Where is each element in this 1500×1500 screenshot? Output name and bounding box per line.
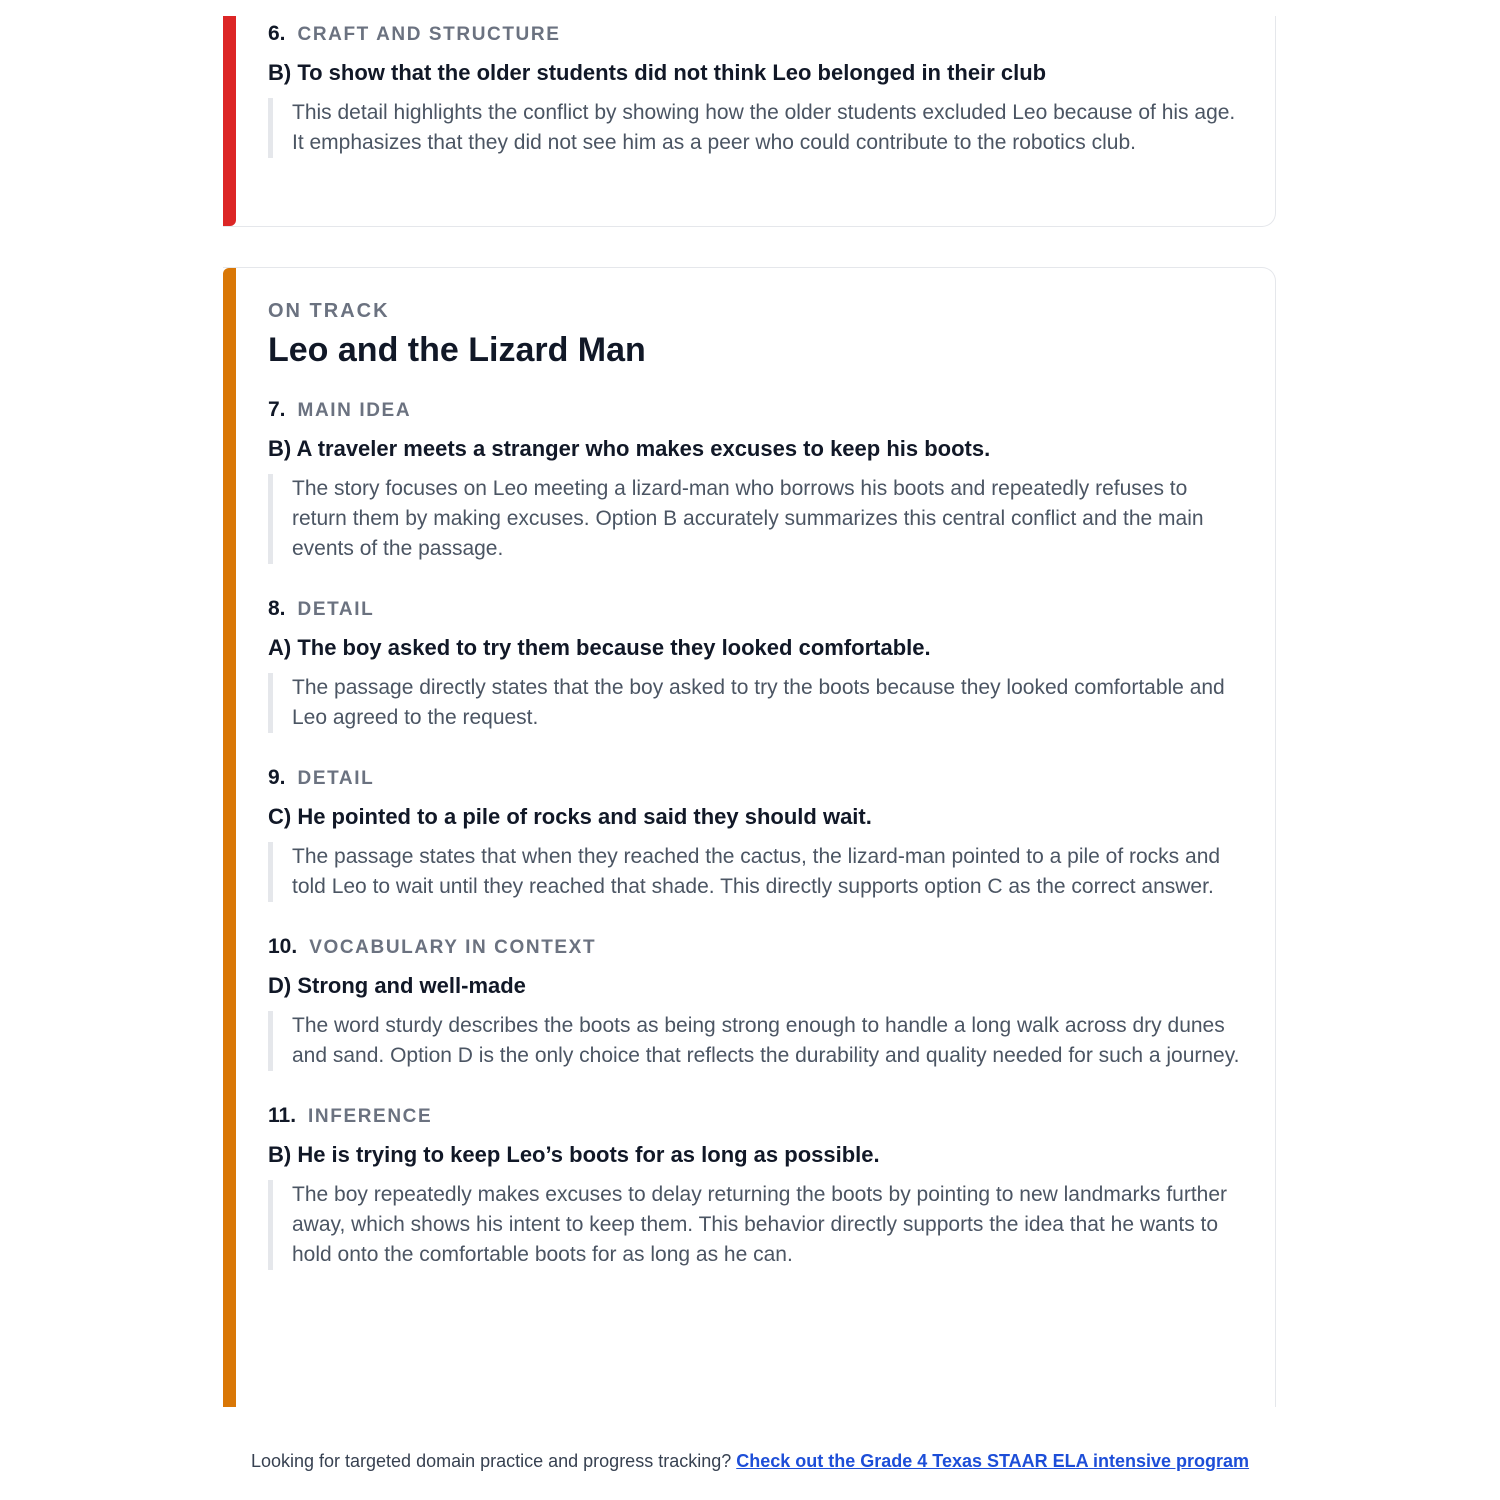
question-10: [268, 935, 1243, 1071]
question-answer: B) To show that the older students did not think Leo belonged in their club: [268, 60, 1047, 85]
question-explanation: The passage directly states that the boy asked to try the boots because they looked comfortable and Leo agreed to the request.: [268, 673, 1243, 733]
footer-promo: [0, 1451, 1500, 1472]
footer-text: Looking for targeted domain practice and progress tracking?: [250, 1451, 732, 1471]
question-number: 11.: [268, 1104, 297, 1127]
question-8: [268, 597, 1243, 733]
question-category: MAIN IDEA: [297, 400, 412, 421]
question-number: 7.: [268, 398, 286, 421]
question-category: CRAFT AND STRUCTURE: [297, 24, 561, 45]
question-number: 8.: [268, 597, 286, 620]
question-number: 10.: [268, 935, 298, 958]
question-6: [268, 22, 1243, 158]
passage-section-card: [223, 267, 1276, 1407]
question-category: INFERENCE: [308, 1106, 433, 1127]
question-explanation: The story focuses on Leo meeting a lizard-man who borrows his boots and repeatedly refuses to return them by making excuses. Option B accurately summarizes this central conflict and the main events of the passage.: [268, 474, 1243, 564]
question-explanation: The passage states that when they reached the cactus, the lizard-man pointed to a pile of rocks and told Leo to wait until they reached that shade. This directly supports option C as the correct answer.: [268, 842, 1243, 902]
question-list: [268, 398, 1243, 1270]
question-answer: C) He pointed to a pile of rocks and said they should wait.: [268, 804, 872, 829]
question-answer: B) He is trying to keep Leo’s boots for as long as possible.: [268, 1142, 880, 1167]
question-answer: B) A traveler meets a stranger who makes excuses to keep his boots.: [268, 436, 991, 461]
program-link[interactable]: Check out the Grade 4 Texas STAAR ELA intensive program: [736, 1451, 1250, 1471]
question-answer: A) The boy asked to try them because they looked comfortable.: [268, 635, 931, 660]
question-category: DETAIL: [297, 768, 375, 789]
question-explanation: The boy repeatedly makes excuses to delay returning the boots by pointing to new landmarks further away, which shows his intent to keep them. This behavior directly supports the idea that he wants to hold onto the comfortable boots for as long as he can.: [268, 1180, 1243, 1270]
question-answer: D) Strong and well-made: [268, 973, 526, 998]
previous-section-card: [223, 16, 1276, 227]
question-number: 6.: [268, 22, 286, 45]
question-9: [268, 766, 1243, 902]
passage-title: Leo and the Lizard Man: [268, 331, 646, 369]
question-category: DETAIL: [297, 599, 375, 620]
question-11: [268, 1104, 1243, 1270]
track-label: ON TRACK: [268, 300, 390, 322]
question-number: 9.: [268, 766, 286, 789]
question-explanation: This detail highlights the conflict by showing how the older students excluded Leo because of his age. It emphasizes that they did not see him as a peer who could contribute to the robotics club.: [268, 98, 1243, 158]
question-7: [268, 398, 1243, 564]
question-explanation: The word sturdy describes the boots as being strong enough to handle a long walk across dry dunes and sand. Option D is the only choice that reflects the durability and quality needed for such a journey.: [268, 1011, 1243, 1071]
question-category: VOCABULARY IN CONTEXT: [309, 937, 597, 958]
